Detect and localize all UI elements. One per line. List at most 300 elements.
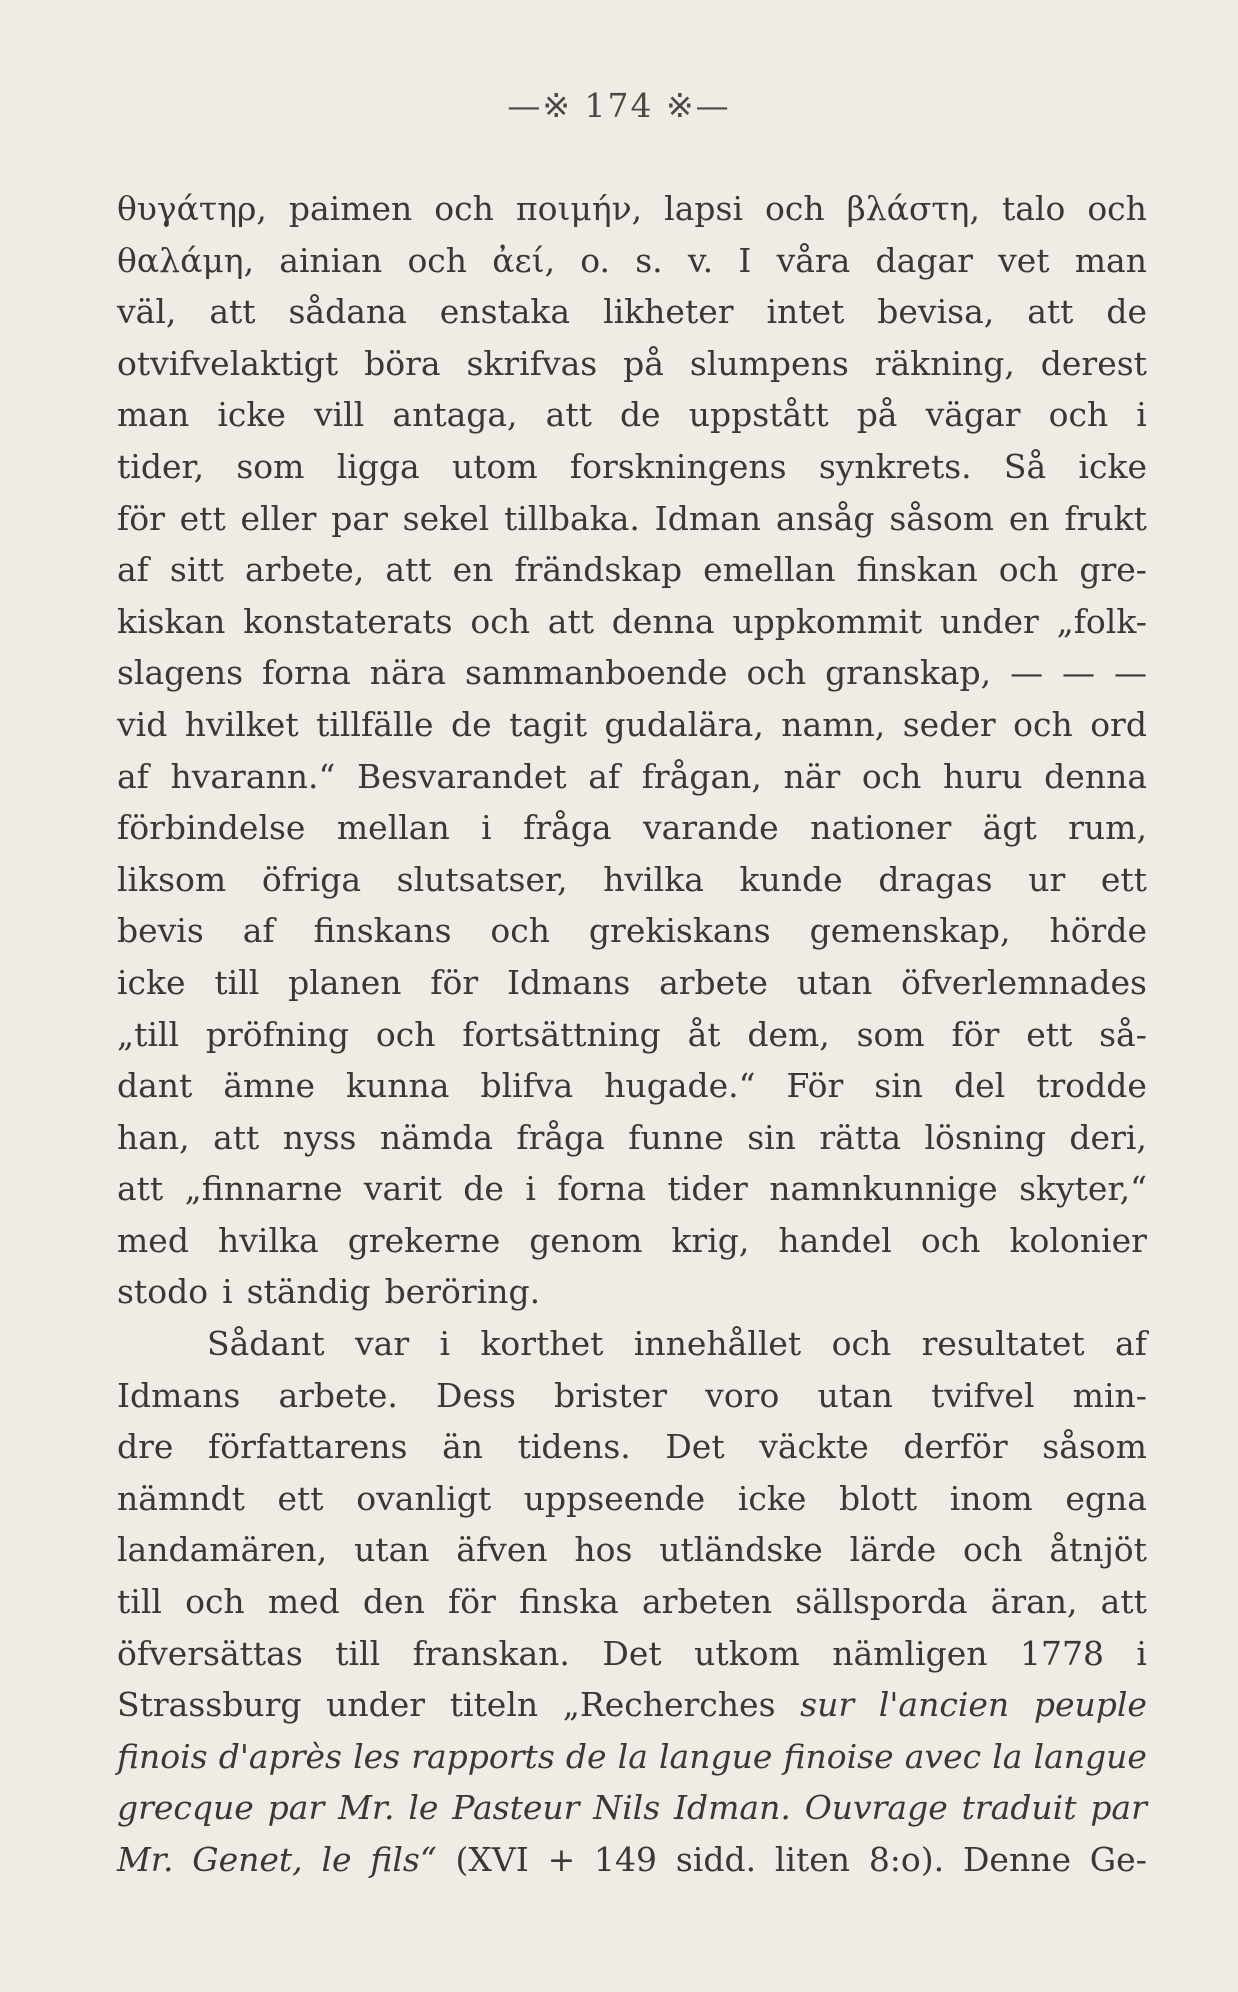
word: nära bbox=[369, 653, 447, 693]
word: dragas bbox=[878, 859, 993, 899]
word: ämne bbox=[223, 1066, 316, 1106]
word: för bbox=[117, 498, 165, 538]
word: i bbox=[525, 1169, 536, 1209]
word: icke bbox=[1078, 446, 1147, 486]
word: Genet, bbox=[192, 1840, 303, 1879]
word: ainian bbox=[279, 240, 383, 280]
word: och bbox=[375, 1014, 436, 1054]
word: och bbox=[920, 1220, 981, 1260]
text-line bbox=[117, 1731, 1147, 1783]
word: i bbox=[222, 1272, 233, 1312]
word: bevis bbox=[117, 911, 204, 951]
word: och bbox=[490, 911, 551, 951]
word: les bbox=[353, 1736, 401, 1776]
word: kunna bbox=[346, 1066, 450, 1106]
word: antaga, bbox=[392, 395, 518, 435]
word: kiskan bbox=[117, 601, 226, 641]
text-line bbox=[117, 854, 1147, 906]
word: eller bbox=[240, 498, 317, 538]
word: ett bbox=[277, 1478, 324, 1518]
word: böra bbox=[364, 343, 441, 383]
word: likheter bbox=[603, 292, 734, 332]
word: mellan bbox=[336, 808, 450, 848]
word: traduit bbox=[961, 1788, 1077, 1828]
word: så- bbox=[1099, 1014, 1147, 1054]
word: otvifvelaktigt bbox=[117, 343, 339, 383]
word: lärde bbox=[849, 1530, 937, 1570]
word: tillbaka. bbox=[503, 498, 640, 538]
word: ansåg bbox=[775, 498, 875, 538]
word: ἀεί, bbox=[492, 240, 556, 280]
word: handel bbox=[778, 1220, 892, 1260]
body-text bbox=[117, 183, 1147, 1886]
word: sitt bbox=[169, 550, 224, 590]
word: min- bbox=[1072, 1375, 1147, 1415]
word: ovanligt bbox=[356, 1478, 492, 1518]
word: hugade.“ bbox=[604, 1066, 756, 1106]
word: emellan bbox=[703, 550, 836, 590]
word: väl, bbox=[117, 292, 177, 332]
word: „finnarne bbox=[184, 1169, 343, 1209]
word: langue bbox=[658, 1736, 773, 1776]
word: denna bbox=[1044, 756, 1147, 796]
word: arbete, bbox=[244, 550, 365, 590]
word: rum, bbox=[1068, 808, 1147, 848]
word: „till bbox=[117, 1014, 180, 1054]
word: och bbox=[746, 653, 807, 693]
word: — bbox=[1010, 653, 1044, 693]
word: och bbox=[185, 1582, 245, 1622]
word: βλάστη, bbox=[846, 189, 980, 228]
word: denna bbox=[611, 601, 715, 641]
word: och bbox=[470, 601, 530, 641]
page-number: —※ 174 ※— bbox=[507, 86, 731, 125]
word: finskan bbox=[856, 550, 978, 590]
text-line bbox=[117, 544, 1147, 596]
word: par bbox=[331, 498, 388, 538]
word: med bbox=[267, 1582, 340, 1622]
word: avec bbox=[904, 1736, 982, 1776]
word: namnkunnige bbox=[769, 1169, 998, 1209]
word: grekerne bbox=[347, 1220, 501, 1260]
word: tvifvel bbox=[931, 1375, 1035, 1415]
word: nämda bbox=[379, 1117, 493, 1157]
word: innehållet bbox=[633, 1324, 802, 1364]
word: till bbox=[117, 1582, 162, 1622]
text-line bbox=[117, 1628, 1147, 1680]
word: (XVI bbox=[455, 1840, 529, 1879]
word: arbete bbox=[659, 962, 768, 1002]
word: finois bbox=[117, 1736, 208, 1776]
word: d'après bbox=[218, 1736, 342, 1776]
word: forna bbox=[557, 1169, 647, 1209]
word: — bbox=[1113, 653, 1147, 693]
word: utländske bbox=[659, 1530, 823, 1570]
text-line bbox=[117, 1215, 1147, 1267]
word: till bbox=[335, 1633, 381, 1673]
word: forskningens bbox=[569, 446, 787, 486]
word: ord bbox=[1090, 704, 1147, 744]
word: icke bbox=[117, 962, 186, 1002]
word: tagit bbox=[509, 704, 587, 744]
word: i bbox=[1136, 395, 1147, 435]
word: Mr. bbox=[117, 1840, 174, 1879]
word: dagar bbox=[875, 240, 973, 280]
word: Strassburg bbox=[117, 1685, 302, 1725]
word: af bbox=[588, 756, 621, 796]
word: 149 bbox=[594, 1840, 658, 1879]
text-line bbox=[117, 1576, 1147, 1628]
word: Denne bbox=[962, 1840, 1071, 1879]
word: arbete. bbox=[278, 1375, 398, 1415]
word: del bbox=[954, 1066, 1006, 1106]
word: l'ancien bbox=[878, 1685, 1010, 1725]
word: icke bbox=[217, 395, 286, 435]
text-line bbox=[117, 596, 1147, 648]
word: pröfning bbox=[205, 1014, 350, 1054]
word: förbindelse bbox=[117, 808, 306, 848]
text-line bbox=[117, 1473, 1147, 1525]
word: i bbox=[481, 808, 492, 848]
text-line bbox=[117, 389, 1147, 441]
word: par bbox=[267, 1788, 325, 1828]
word: sådana bbox=[288, 292, 407, 332]
word: inom bbox=[949, 1478, 1033, 1518]
word: man bbox=[117, 395, 190, 435]
word: o. bbox=[580, 240, 611, 280]
word: äran, bbox=[990, 1582, 1078, 1622]
word: — bbox=[1062, 653, 1095, 693]
word: att bbox=[547, 601, 594, 641]
word: finska bbox=[518, 1582, 619, 1622]
word: att bbox=[213, 1117, 260, 1157]
word: talo bbox=[1001, 189, 1066, 228]
word: man bbox=[1074, 240, 1147, 280]
word: Det bbox=[665, 1427, 725, 1467]
word: utan bbox=[817, 1375, 893, 1415]
text-line bbox=[117, 441, 1147, 493]
word: af bbox=[1115, 1324, 1147, 1364]
word: „folk- bbox=[1056, 601, 1147, 641]
word: icke bbox=[737, 1478, 807, 1518]
word: arbeten bbox=[642, 1582, 773, 1622]
word: för bbox=[430, 962, 479, 1002]
word: gudalära, bbox=[604, 704, 764, 744]
text-line bbox=[117, 1421, 1147, 1473]
word: peuple bbox=[1033, 1685, 1147, 1725]
word: le bbox=[408, 1788, 439, 1828]
word: liten bbox=[774, 1840, 851, 1879]
word: Dess bbox=[436, 1375, 516, 1415]
word: och bbox=[1087, 189, 1147, 228]
word: Pasteur bbox=[452, 1788, 580, 1828]
text-line bbox=[117, 1060, 1147, 1112]
word: att bbox=[385, 550, 432, 590]
word: skrifvas bbox=[466, 343, 598, 383]
word: finskans bbox=[313, 911, 452, 951]
text-line bbox=[117, 647, 1147, 699]
word: la bbox=[617, 1736, 648, 1776]
word: korthet bbox=[480, 1324, 604, 1364]
word: fråga bbox=[523, 808, 612, 848]
word: och bbox=[831, 1324, 892, 1364]
word: såsom bbox=[889, 498, 995, 538]
word: lösning bbox=[924, 1117, 1046, 1157]
word: planen bbox=[288, 962, 402, 1002]
word: äfven bbox=[456, 1530, 548, 1570]
word: s. bbox=[635, 240, 663, 280]
text-line bbox=[117, 802, 1147, 854]
word: varit bbox=[363, 1169, 442, 1209]
word: de bbox=[450, 704, 492, 744]
text-line bbox=[117, 699, 1147, 751]
word: ägt bbox=[982, 808, 1037, 848]
word: öfverlemnades bbox=[901, 962, 1147, 1002]
word: såsom bbox=[1042, 1427, 1147, 1467]
word: θυγάτηρ, bbox=[117, 189, 267, 228]
word: och bbox=[1013, 704, 1073, 744]
text-line bbox=[117, 493, 1147, 545]
word: brister bbox=[554, 1375, 668, 1415]
word: blott bbox=[839, 1478, 918, 1518]
word: åt bbox=[687, 1014, 721, 1054]
text-line bbox=[117, 1782, 1147, 1834]
word: konstaterats bbox=[243, 601, 453, 641]
word: tidens. bbox=[517, 1427, 631, 1467]
word: gemenskap, bbox=[809, 911, 1011, 951]
word: namn, bbox=[781, 704, 886, 744]
word: le bbox=[321, 1840, 352, 1879]
word: fortsättning bbox=[462, 1014, 661, 1054]
word: en bbox=[1008, 498, 1050, 538]
word: stodo bbox=[117, 1272, 209, 1312]
word: gre- bbox=[1079, 550, 1147, 590]
word: + bbox=[547, 1840, 576, 1879]
word: fils“ bbox=[370, 1840, 437, 1879]
word: öfriga bbox=[261, 859, 362, 899]
word: par bbox=[1090, 1788, 1147, 1828]
word: θαλάμη, bbox=[117, 240, 255, 280]
word: titeln bbox=[449, 1685, 539, 1725]
word: Nils bbox=[593, 1788, 661, 1828]
word: ποιμήν, bbox=[515, 189, 643, 228]
word: Idmans bbox=[117, 1375, 241, 1415]
word: la bbox=[992, 1736, 1023, 1776]
word: utan bbox=[354, 1530, 430, 1570]
word: tillfälle bbox=[316, 704, 434, 744]
word: hvilka bbox=[603, 859, 704, 899]
word: langue bbox=[1033, 1736, 1147, 1776]
word: Idman. bbox=[673, 1788, 791, 1828]
word: blifva bbox=[480, 1066, 574, 1106]
word: fråga bbox=[516, 1117, 605, 1157]
text-line bbox=[117, 1524, 1147, 1576]
word: för bbox=[447, 1582, 496, 1622]
word: väckte bbox=[759, 1427, 869, 1467]
word: intet bbox=[766, 292, 845, 332]
word: våra bbox=[776, 240, 851, 280]
text-line bbox=[117, 751, 1147, 803]
word: hörde bbox=[1049, 911, 1147, 951]
word: Mr. bbox=[338, 1788, 395, 1828]
word: Idmans bbox=[506, 962, 631, 1002]
text-line bbox=[117, 1318, 1147, 1370]
text-line bbox=[117, 905, 1147, 957]
word: nationer bbox=[810, 808, 952, 848]
word: franskan. bbox=[412, 1633, 570, 1673]
word: utom bbox=[451, 446, 538, 486]
word: Ge- bbox=[1089, 1840, 1147, 1879]
word: sekel bbox=[402, 498, 490, 538]
word: ur bbox=[1028, 859, 1066, 899]
text-line bbox=[117, 1834, 1147, 1886]
word: I bbox=[738, 240, 752, 280]
word: på bbox=[623, 343, 664, 383]
word: af bbox=[242, 911, 275, 951]
word: hos bbox=[574, 1530, 633, 1570]
word: de bbox=[1106, 292, 1147, 332]
word: Besvarandet bbox=[356, 756, 567, 796]
word: han, bbox=[117, 1117, 190, 1157]
text-line bbox=[117, 183, 1147, 235]
word: uppstått bbox=[688, 395, 829, 435]
word: synkrets. bbox=[818, 446, 972, 486]
word: tider bbox=[667, 1169, 748, 1209]
word: och bbox=[407, 240, 468, 280]
word: under bbox=[939, 601, 1039, 641]
word: paimen bbox=[288, 189, 413, 228]
word: författarens bbox=[208, 1427, 408, 1467]
word: de bbox=[619, 395, 661, 435]
word: Så bbox=[1003, 446, 1047, 486]
word: resultatet bbox=[921, 1324, 1085, 1364]
text-line bbox=[117, 286, 1147, 338]
word: 1778 bbox=[1019, 1633, 1104, 1673]
word: seder bbox=[902, 704, 996, 744]
word: lapsi bbox=[664, 189, 744, 228]
word: vill bbox=[313, 395, 365, 435]
word: liksom bbox=[117, 859, 227, 899]
word: grecque bbox=[117, 1788, 254, 1828]
word: som bbox=[236, 446, 305, 486]
word: öfversättas bbox=[117, 1633, 303, 1673]
word: ett bbox=[179, 498, 226, 538]
word: hvilka bbox=[218, 1220, 319, 1260]
word: slutsatser, bbox=[396, 859, 568, 899]
word: sällsporda bbox=[795, 1582, 968, 1622]
word: som bbox=[856, 1014, 925, 1054]
word: forna bbox=[261, 653, 351, 693]
word: uppseende bbox=[523, 1478, 706, 1518]
word: slagens bbox=[117, 653, 244, 693]
word: af bbox=[117, 756, 149, 796]
word: vet bbox=[998, 240, 1050, 280]
word: vid bbox=[117, 704, 168, 744]
word: enstaka bbox=[439, 292, 571, 332]
word: finoise bbox=[783, 1736, 894, 1776]
word: beröring. bbox=[384, 1272, 541, 1312]
word: ett bbox=[1026, 1014, 1073, 1054]
word: nyss bbox=[282, 1117, 357, 1157]
word: 8:o). bbox=[868, 1840, 945, 1879]
word: och bbox=[765, 189, 825, 228]
word: hvilket bbox=[184, 704, 299, 744]
word: deri, bbox=[1069, 1117, 1147, 1157]
text-line bbox=[117, 1009, 1147, 1061]
word: Ouvrage bbox=[804, 1788, 948, 1828]
word: frukt bbox=[1064, 498, 1147, 538]
word: än bbox=[442, 1427, 483, 1467]
word: på bbox=[856, 395, 898, 435]
word: varande bbox=[642, 808, 779, 848]
word: att bbox=[1100, 1582, 1147, 1622]
word: utkom bbox=[694, 1633, 800, 1673]
word: och bbox=[998, 550, 1059, 590]
word: nämndt bbox=[117, 1478, 245, 1518]
word: „Recherches bbox=[562, 1685, 776, 1725]
text-line bbox=[117, 1370, 1147, 1422]
text-line bbox=[117, 1112, 1147, 1164]
word: granskap, bbox=[825, 653, 992, 693]
text-line bbox=[117, 338, 1147, 390]
word: krig, bbox=[671, 1220, 750, 1260]
text-line bbox=[117, 1266, 1147, 1318]
word: de bbox=[463, 1169, 504, 1209]
word: för bbox=[951, 1014, 1000, 1054]
word: den bbox=[362, 1582, 425, 1622]
word: i bbox=[1136, 1633, 1147, 1673]
word: i bbox=[439, 1324, 451, 1364]
word: dre bbox=[117, 1427, 174, 1467]
word: nämligen bbox=[832, 1633, 988, 1673]
word: att bbox=[1027, 292, 1074, 332]
text-line bbox=[117, 957, 1147, 1009]
word: och bbox=[434, 189, 494, 228]
word: ständig bbox=[246, 1272, 371, 1312]
word: att bbox=[545, 395, 592, 435]
word: Idman bbox=[654, 498, 762, 538]
word: af bbox=[117, 550, 149, 590]
word: att bbox=[117, 1169, 164, 1209]
word: rapports bbox=[411, 1736, 555, 1776]
word: en bbox=[452, 550, 494, 590]
word: till bbox=[214, 962, 260, 1002]
word: sin bbox=[874, 1066, 924, 1106]
word: åtnjöt bbox=[1049, 1530, 1147, 1570]
word: bevisa, bbox=[877, 292, 995, 332]
word: dem, bbox=[747, 1014, 830, 1054]
word: ligga bbox=[336, 446, 420, 486]
word: Det bbox=[602, 1633, 662, 1673]
word: de bbox=[565, 1736, 607, 1776]
word: slumpens bbox=[689, 343, 849, 383]
word: kolonier bbox=[1009, 1220, 1147, 1260]
word: vägar bbox=[925, 395, 1021, 435]
word: ett bbox=[1100, 859, 1147, 899]
word: sammanboende bbox=[465, 653, 728, 693]
word: när bbox=[783, 756, 841, 796]
text-line bbox=[117, 1163, 1147, 1215]
word: dant bbox=[117, 1066, 193, 1106]
word: sidd. bbox=[675, 1840, 757, 1879]
word: grekiskans bbox=[588, 911, 771, 951]
text-line bbox=[117, 1679, 1147, 1731]
word: voro bbox=[705, 1375, 780, 1415]
word: derest bbox=[1040, 343, 1147, 383]
word: med bbox=[117, 1220, 189, 1260]
word: räkning, bbox=[874, 343, 1015, 383]
word: att bbox=[209, 292, 256, 332]
